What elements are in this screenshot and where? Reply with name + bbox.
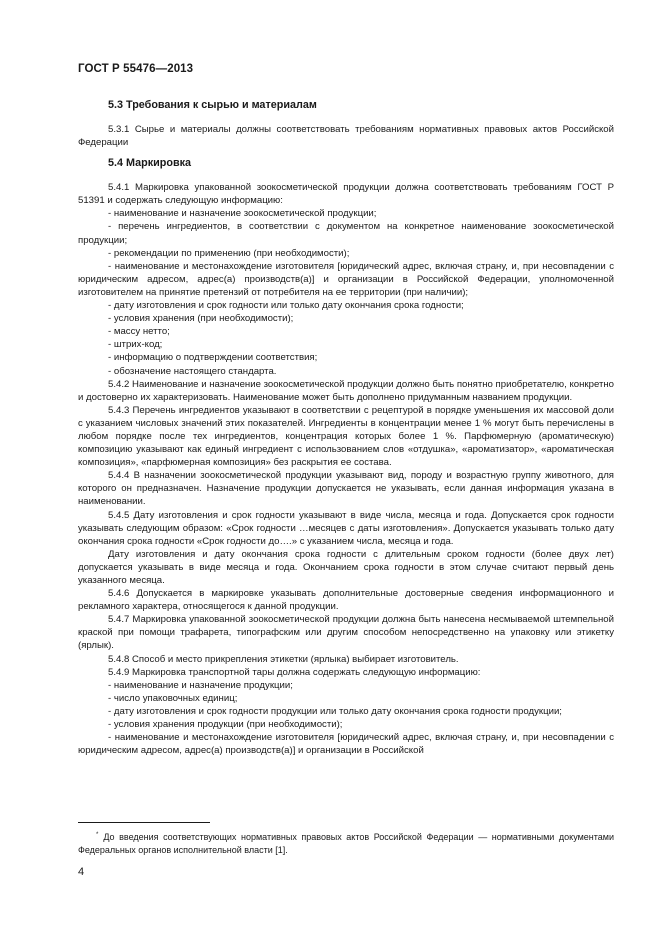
list-item: - наименование и местонахождение изготовителя [юридический адрес, включая страну, и, при несовпадении с юридическим адресом, адрес(а) производств(а)] и организации в Российской bbox=[78, 732, 614, 757]
page-body bbox=[78, 98, 614, 757]
paragraph-5-4-1: 5.4.1 Маркировка упакованной зоокосметической продукции должна соответствовать требованиям ГОСТ Р 51391 и содержать следующую информацию: bbox=[78, 182, 614, 207]
paragraph-5-4-5: 5.4.5 Дату изготовления и срок годности указывают в виде числа, месяца и года. Допускается срок годности указывать следующим образом: «Срок годности …месяцев с даты изготовления». Допускается указывать только дату окончания срока годности «Срок годности до….» с указанием числа, месяца и года. bbox=[78, 509, 614, 547]
paragraph-5-4-8: 5.4.8 Способ и место прикрепления этикетки (ярлыка) выбирает изготовитель. bbox=[108, 653, 459, 665]
list-item: - дату изготовления и срок годности или только дату окончания срока годности; bbox=[108, 300, 464, 312]
list-item: - наименование и местонахождение изготовителя [юридический адрес, включая страну, и, при несовпадении с юридическим адресом, адрес(а) производств(а)] и организации в Российской Федерации, уполномоченной изготовителем на принятие претензий от потребителя на ее территории (при наличии); bbox=[78, 260, 614, 298]
paragraph-5-4-5-continued: Дату изготовления и дату окончания срока годности с длительным сроком годности (более двух лет) допускается указывать в виде месяца и года. Окончанием срока годности в этом случае считают первый день указанного месяца. bbox=[78, 548, 614, 586]
list-item: - наименование и назначение зоокосметической продукции; bbox=[108, 208, 377, 220]
paragraph-5-4-6: 5.4.6 Допускается в маркировке указывать дополнительные достоверные сведения информационного и рекламного характера, относящегося к данной продукции. bbox=[78, 588, 614, 613]
paragraph-5-4-2: 5.4.2 Наименование и назначение зоокосметической продукции должно быть понятно приобретателю, конкретно и достоверно их характеризовать. Наименование может быть дополнено придуманным названием продукции. bbox=[78, 378, 614, 403]
page-number: 4 bbox=[78, 866, 85, 878]
list-item: - условия хранения продукции (при необходимости); bbox=[108, 719, 343, 731]
footnote-marker: * bbox=[96, 832, 99, 838]
list-item: - массу нетто; bbox=[108, 326, 170, 338]
list-item: - рекомендации по применению (при необходимости); bbox=[108, 247, 350, 259]
list-item: - информацию о подтверждении соответствия; bbox=[108, 352, 318, 364]
section-5-3-heading: 5.3 Требования к сырью и материалам bbox=[108, 99, 317, 111]
list-item: - число упаковочных единиц; bbox=[108, 692, 238, 704]
paragraph-5-4-3: 5.4.3 Перечень ингредиентов указывают в соответствии с рецептурой в порядке уменьшения их массовой доли с указанием числовых значений этих показателей. Ингредиенты в концентрации менее 1 % могут быть перечислены в любом порядке после тех ингредиентов, концентрация которых более 1 %. Парфюмерную (ароматическую) композицию указывают как единый ингредиент с использованием слов «отдушка», «ароматизатор», «ароматическая композиция», «парфюмерная композиция» без раскрытия ее состава. bbox=[78, 404, 614, 469]
section-5-4-heading: 5.4 Маркировка bbox=[108, 157, 192, 170]
footnote-divider bbox=[78, 822, 210, 823]
footnote bbox=[78, 829, 614, 856]
paragraph-5-4-4: 5.4.4 В назначении зоокосметической продукции указывают вид, породу и возрастную группу животного, для которого он предназначен. Назначение продукции допускается не указывать, если данная информация указана в наименовании. bbox=[78, 470, 614, 508]
list-item: - наименование и назначение продукции; bbox=[108, 679, 293, 691]
list-item: - штрих-код; bbox=[108, 339, 163, 351]
list-item: - условия хранения (при необходимости); bbox=[108, 313, 294, 325]
footnote-text: До введения соответствующих нормативных правовых актов Российской Федерации — нормативными документами Федеральных органов исполнительной власти [1]. bbox=[78, 832, 614, 855]
list-item: - обозначение настоящего стандарта. bbox=[108, 365, 277, 377]
document-id: ГОСТ Р 55476—2013 bbox=[78, 63, 194, 75]
list-item: - перечень ингредиентов, в соответствии с документом на конкретное наименование зоокосметической продукции; bbox=[78, 221, 614, 246]
paragraph-5-4-7: 5.4.7 Маркировка упакованной зоокосметической продукции должна быть нанесена несмываемой штемпельной краской при помощи трафарета, типографским или другим способом непосредственно на упаковку или этикетку (ярлык). bbox=[78, 614, 614, 652]
paragraph-5-3-1: 5.3.1 Сырье и материалы должны соответствовать требованиям нормативных правовых актов Российской Федерации bbox=[78, 124, 614, 149]
paragraph-5-4-9: 5.4.9 Маркировка транспортной тары должна содержать следующую информацию: bbox=[108, 666, 481, 678]
list-item: - дату изготовления и срок годности продукции или только дату окончания срока годности продукции; bbox=[108, 705, 562, 717]
